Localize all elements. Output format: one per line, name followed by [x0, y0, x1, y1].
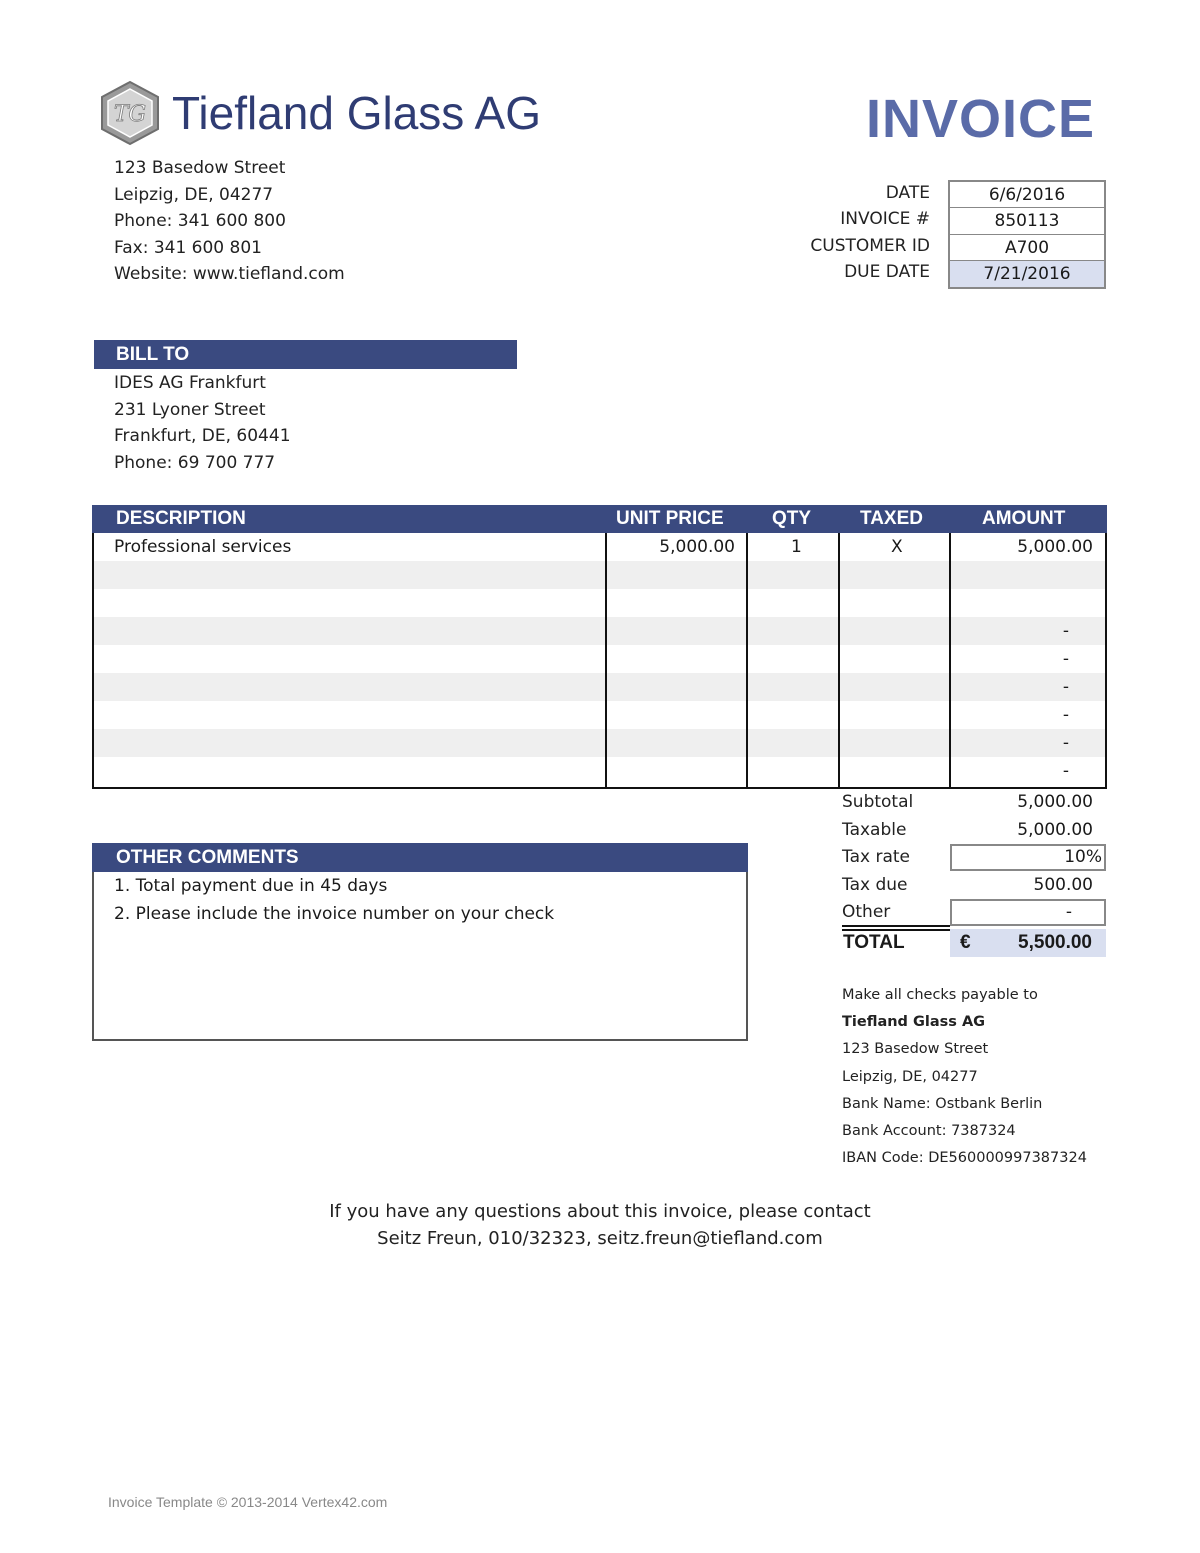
- table-row: [94, 561, 1105, 589]
- amount-header: AMOUNT: [982, 508, 1066, 529]
- payable-name: Tiefland Glass AG: [842, 1014, 986, 1031]
- other-field[interactable]: -: [1065, 902, 1072, 923]
- company-website: Website: www.tiefland.com: [114, 264, 345, 284]
- payable-city: Leipzig, DE, 04277: [842, 1068, 978, 1085]
- invoice-number-field[interactable]: 850113: [950, 208, 1104, 234]
- total-value: 5,500.00: [1018, 932, 1092, 953]
- company-street: 123 Basedow Street: [114, 158, 286, 178]
- row-amount[interactable]: 5,000.00: [1017, 537, 1093, 557]
- total-rule: [842, 925, 950, 927]
- bill-to-city: Frankfurt, DE, 60441: [114, 426, 291, 447]
- comments-header: OTHER COMMENTS: [92, 843, 748, 872]
- tax-rate-field[interactable]: 10%: [1064, 847, 1102, 868]
- totals-labels: [842, 789, 952, 927]
- table-row: [94, 701, 1105, 729]
- contact-line-1: If you have any questions about this invoice, please contact: [329, 1201, 871, 1222]
- total-label: TOTAL: [843, 932, 905, 953]
- qty-header: QTY: [772, 508, 812, 529]
- row-amount[interactable]: -: [1062, 621, 1069, 641]
- table-row: [94, 645, 1105, 673]
- totals-values: [950, 789, 1106, 927]
- contact-line-2: Seitz Freun, 010/32323, seitz.freun@tiefland.com: [377, 1228, 823, 1249]
- bill-to-address: [114, 370, 291, 477]
- template-footer: Invoice Template © 2013-2014 Vertex42.com: [108, 1494, 388, 1510]
- due-date-field[interactable]: 7/21/2016: [950, 261, 1104, 287]
- row-description[interactable]: Professional services: [114, 537, 292, 557]
- invoice-title: INVOICE: [865, 89, 1095, 149]
- payable-street: 123 Basedow Street: [842, 1041, 989, 1058]
- row-taxed[interactable]: X: [891, 537, 903, 557]
- company-address: [114, 155, 345, 288]
- customer-id-label: CUSTOMER ID: [810, 235, 930, 256]
- other-label: Other: [842, 902, 891, 923]
- row-unit-price[interactable]: 5,000.00: [659, 537, 735, 557]
- items-header: [92, 505, 1107, 533]
- payable-intro: Make all checks payable to: [842, 987, 1038, 1003]
- taxable-value: 5,000.00: [1017, 819, 1093, 840]
- tax-rate-label: Tax rate: [842, 847, 910, 868]
- column-divider: [746, 533, 748, 787]
- table-row: [94, 617, 1105, 645]
- bill-to-street: 231 Lyoner Street: [114, 399, 266, 420]
- logo-text: TG: [113, 102, 147, 127]
- iban-code: IBAN Code: DE560000997387324: [842, 1150, 1087, 1167]
- total-value-box: [950, 929, 1106, 957]
- invoice-meta-values: [948, 180, 1106, 289]
- company-logo: [98, 80, 162, 146]
- company-fax: Fax: 341 600 801: [114, 237, 262, 258]
- comment-line: 1. Total payment due in 45 days: [114, 876, 388, 896]
- date-label: DATE: [885, 183, 930, 203]
- table-row: [94, 533, 1105, 561]
- due-date-label: DUE DATE: [844, 261, 930, 282]
- column-divider: [838, 533, 840, 787]
- company-name: Tiefland Glass AG: [172, 87, 542, 139]
- column-divider: [605, 533, 607, 787]
- subtotal-value: 5,000.00: [1017, 792, 1093, 812]
- row-amount[interactable]: -: [1062, 733, 1069, 753]
- customer-id-field[interactable]: A700: [950, 235, 1104, 261]
- invoice-meta-labels: [780, 180, 930, 285]
- column-divider: [949, 533, 951, 787]
- bill-to-phone: Phone: 69 700 777: [114, 453, 276, 474]
- tax-due-label: Tax due: [842, 874, 908, 895]
- table-row: [94, 757, 1105, 785]
- payment-info: [842, 982, 1087, 1172]
- table-row: [94, 589, 1105, 617]
- bill-to-header: BILL TO: [94, 340, 517, 369]
- row-qty[interactable]: 1: [791, 537, 802, 557]
- currency-symbol: €: [960, 932, 971, 953]
- table-row: [94, 729, 1105, 757]
- bank-name: Bank Name: Ostbank Berlin: [842, 1095, 1043, 1112]
- table-row: [94, 673, 1105, 701]
- taxable-label: Taxable: [842, 819, 907, 840]
- comments-box[interactable]: [92, 872, 748, 1041]
- date-field[interactable]: 6/6/2016: [950, 182, 1104, 208]
- items-table: [92, 533, 1107, 789]
- row-amount[interactable]: -: [1062, 677, 1069, 697]
- invoice-number-label: INVOICE #: [840, 209, 930, 230]
- row-amount[interactable]: -: [1062, 705, 1069, 725]
- taxed-header: TAXED: [860, 508, 923, 529]
- description-header: DESCRIPTION: [116, 508, 246, 529]
- bank-account: Bank Account: 7387324: [842, 1123, 1016, 1140]
- bill-to-name: IDES AG Frankfurt: [114, 373, 266, 393]
- company-city: Leipzig, DE, 04277: [114, 184, 274, 205]
- subtotal-label: Subtotal: [842, 792, 914, 812]
- unit-price-header: UNIT PRICE: [616, 508, 724, 529]
- row-amount[interactable]: -: [1062, 761, 1069, 781]
- company-phone: Phone: 341 600 800: [114, 211, 286, 231]
- tax-due-value: 500.00: [1033, 874, 1093, 895]
- contact-note: [0, 1198, 1200, 1252]
- row-amount[interactable]: -: [1062, 649, 1069, 669]
- comment-line: 2. Please include the invoice number on your check: [114, 904, 555, 924]
